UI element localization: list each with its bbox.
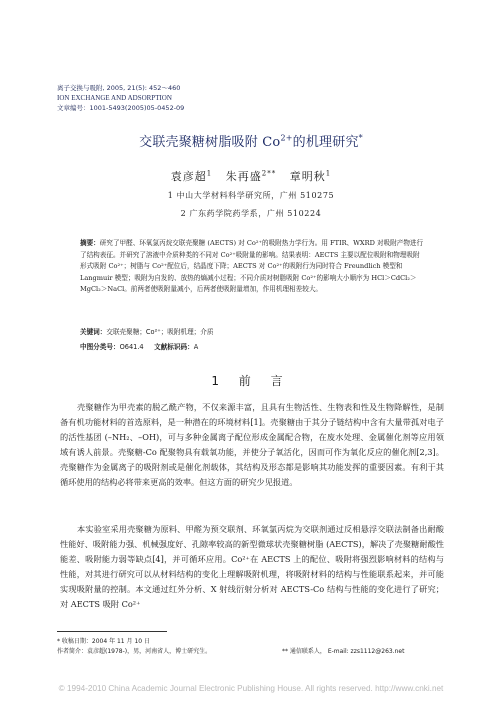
title-suffix: 的机理研究: [292, 135, 359, 150]
abstract: [80, 238, 424, 296]
footnote-contact: ** 通信联系人， E-mail: zzs1112@263.net: [282, 648, 405, 655]
body-paragraph-2: 本实验室采用壳聚糖为原料、甲醛为预交联剂、环氧氯丙烷为交联剂通过反相悬浮交联法制备出耐酸性能好、吸附能力强、机械强度好、孔隙率较高的新型微球状壳聚糖树脂 (AECTS)，解决了壳聚糖耐酸性能差、吸附能力弱等缺点[4]，并可循环应用。Co²⁺在 AECTS 上的配位、吸附将强烈影响材料的结构与性能，对其进行研究可以从材料结构的变化上理解吸附机理，将吸附材料的结构与性能联系起来，并可能实现吸附量的控制。本文通过红外分析、X 射线衍射分析对 AECTS-Co 结构与性能的变化进行了研究；对 AECTS 吸附 Co²⁺: [60, 524, 444, 609]
author-name: 章明秋: [289, 170, 326, 183]
section-heading: 1 前 言: [211, 374, 291, 388]
classification-label: 中图分类号：: [80, 343, 120, 351]
document-code-label: 文献标识码：: [154, 343, 194, 351]
footnote-received: * 收稿日期：2004 年 11 月 10 日: [57, 638, 150, 645]
classification-line: [80, 341, 424, 351]
author-name: 袁彦超: [170, 170, 207, 183]
author-name: 朱再盛: [225, 170, 262, 183]
body-paragraph-1: 壳聚糖作为甲壳素的脱乙酰产物，不仅来源丰富，且具有生物活性、生物表和性及生物降解性，是制备有机功能材料的首选原料，是一种潜在的环境材料[1]。壳聚糖由于其分子链结构中含有大量带孤对电子的活性基团 (–NH₂、–OH)，可与多种金属离子配位形成金属配合物，在废水处理、金属催化剂等应用领域有诱人前景。壳聚糖-Co 配聚物具有载氧功能，并使分子氧活化，因而可作为氧化反应的催化剂[2,3]。壳聚糖作为金属离子的吸附剂或是催化剂载体，其结构及形态都是影响其功能发挥的重要因素。有利于其循环使用的结构必将带来更高的效率。但这方面的研究少见报道。: [60, 402, 444, 487]
affiliation-1: 1 中山大学材料科学研究所，广州 510275: [167, 191, 335, 200]
keywords-label: 关键词：: [80, 328, 107, 336]
author-affiliation-mark: 2**: [261, 169, 277, 178]
keywords: [80, 326, 424, 336]
article-number: 文章编号：1001-5493(2005)05-0452-09: [57, 104, 185, 112]
author-list: [0, 168, 502, 184]
title-footnote-mark: *: [358, 133, 363, 143]
paper-title: [0, 131, 502, 150]
journal-citation: 离子交换与吸附, 2005, 21(5): 452～460: [57, 84, 181, 92]
footnote-author-info: 作者简介：袁彦超(1978-)，男，河南省人，博士研究生。: [57, 648, 212, 655]
footnote-divider: [57, 631, 167, 632]
journal-english-name: ION EXCHANGE AND ADSORPTION: [57, 94, 172, 102]
title-superscript: 2+: [280, 133, 293, 143]
keywords-text: 交联壳聚糖；Co²⁺；吸附机理；介质: [106, 328, 214, 336]
author-affiliation-mark: 1: [206, 169, 213, 178]
abstract-label: 摘要：: [80, 239, 100, 247]
author-affiliation-mark: 1: [325, 169, 332, 178]
document-code-value: A: [193, 343, 199, 351]
abstract-text: 研究了甲醛、环氧氯丙烷交联壳聚糖 (AECTS) 对 Co²⁺的吸附热力学行为。用 FTIR、WXRD 对吸附产物进行了结构表征。并研究了溶液中介质种类的不同对 Co²⁺吸附量的影响。结果表明：AECTS 主要以配位吸附和物理吸附形式吸附 Co²⁺；树脂与 Co²⁺配位后，结晶度下降；AECTS 对 Co²⁺的吸附行为同时符合 Freundlich 模型和 Langmuir 模型；吸附为自发的、放热的熵减小过程；不同介质对树脂吸附 Co²⁺的影响大小顺序为 HCl＞CdCl₂＞MgCl₂＞NaCl。前两者使吸附量减小，后两者使吸附量增加，作用机理相差较大。: [80, 239, 424, 294]
title-main: 交联壳聚糖树脂吸附 Co: [139, 135, 281, 150]
affiliation-2: 2 广东药学院药学系，广州 510224: [180, 209, 322, 218]
classification-value: O641.4: [119, 343, 144, 351]
copyright-notice: © 1994-2010 China Academic Journal Electronic Publishing House. All rights reserved. http://www.cnki.net: [58, 684, 444, 693]
